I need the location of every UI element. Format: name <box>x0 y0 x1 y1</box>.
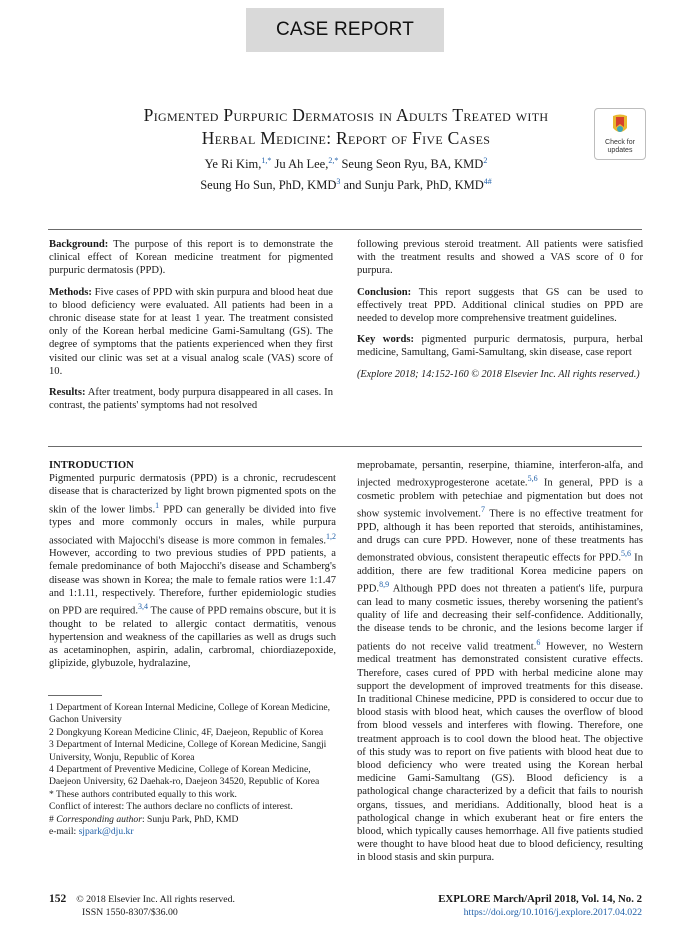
intro-paragraph-2 <box>357 459 643 865</box>
author-name: Seung Ho Sun, PhD, KMD <box>200 178 337 193</box>
body-text: Although PPD does not threaten a patient's life, purpura can lead to many cosmetic issues, thereby worsening the patient's quality of life and decreasing their self-confidence. Additionally, the disease tends to be chronic, and the lesions become larger if patients do not receive valid treatment. <box>357 583 643 653</box>
footnotes <box>49 702 338 838</box>
body-text: PPD can generally be divided into five types and more commonly occurs in males, while purpura associated with Majocchi's disease is more common in females. <box>49 504 337 547</box>
author-affiliation-sup[interactable]: 2 <box>483 156 488 165</box>
citation-ref[interactable]: 5,6 <box>621 549 632 559</box>
badge-label <box>595 139 645 155</box>
abstract-section-label: Conclusion: <box>357 286 412 298</box>
conflict-of-interest-note: Conflict of interest: The authors declare no conflicts of interest. <box>49 801 293 813</box>
abstract-bottom-rule <box>48 446 642 447</box>
body-text: Pigmented purpuric dermatosis (PPD) is a chronic, recrudescent disease that is characterized by light brown pigmented spots on the skin of the lower limbs. <box>49 473 336 516</box>
body-text: In addition, there are few traditional Korea medicine papers on PPD. <box>357 552 643 595</box>
journal-citation: (Explore 2018; 14:152-160 © 2018 Elsevier Inc. All rights reserved.) <box>357 368 640 380</box>
author-line-1 <box>60 152 632 173</box>
intro-paragraph-1 <box>49 472 336 670</box>
email-note <box>49 826 338 838</box>
footnote-text: e-mail: <box>49 826 79 838</box>
abstract-section-label: Key words: <box>357 334 414 346</box>
check-for-updates-badge[interactable] <box>594 108 646 160</box>
author-name: Ye Ri Kim, <box>204 157 262 172</box>
abstract-results <box>49 386 333 412</box>
abstract-section-text: The purpose of this report is to demonstrate the clinical effect of Korean medicine treatment for pigmented purpuric dermatosis (PPD). <box>49 239 333 277</box>
issn-text: ISSN 1550-8307/$36.00 <box>82 907 178 918</box>
equal-contribution-note: * These authors contributed equally to this work. <box>49 788 237 800</box>
abstract-section-text: This report suggests that GS can be used to effectively treat PPD. Additional clinical studies on PPD are needed to develop more comprehensive treatment guidelines. <box>357 286 643 325</box>
doi-link[interactable]: https://doi.org/10.1016/j.explore.2017.04.022 <box>463 907 642 918</box>
abstract-top-rule <box>48 229 642 230</box>
author-list <box>60 152 632 194</box>
footer-right <box>438 893 642 919</box>
abstract-results-continued: following previous steroid treatment. All patients were satisfied with the treatment results and showed a VAS score of 0 for purpura. <box>357 239 643 277</box>
abstract-section-label: Methods: <box>49 286 92 298</box>
abstract-section-text: pigmented purpuric dermatosis, purpura, herbal medicine, Samultang, Gami-Samultang, skin disease, case report <box>357 334 643 359</box>
page-number: 152 <box>49 893 67 905</box>
body-text: There is no effective treatment for PPD, although it has been reported that steroids, antihistamines, and drugs can cure PPD. However, none of these treatments has demonstrated obvious, consistent therapeutic effects for PPD. <box>357 508 643 564</box>
citation-ref[interactable]: 1 <box>155 500 160 510</box>
abstract-conclusion <box>357 286 643 326</box>
footnote-text: : Sunju Park, PhD, KMD <box>141 813 239 825</box>
abstract-section-label: Background: <box>49 239 109 250</box>
copyright-text: © 2018 Elsevier Inc. All rights reserved. <box>76 894 235 905</box>
section-heading-introduction: INTRODUCTION <box>49 460 134 471</box>
body-text: In general, PPD is a cosmetic problem with petechiae and pigmentation but does not show systemic involvement. <box>357 477 643 520</box>
footnote-text: # <box>49 813 57 825</box>
footer-left <box>49 893 235 919</box>
article-title-line-2: Herbal Medicine: Report of Five Cases <box>201 128 491 148</box>
abstract-section-label: Results: <box>49 387 86 399</box>
body-text: However, according to two previous studies of PPD patients, a female predominance of both Majocchi's disease and Schamberg's disease was shown in Korea; the male to female ratios were 1:1.47 and 1:1.11, respectively. Therefore, further epidemiologic studies on PPD are required. <box>49 548 336 617</box>
abstract-background <box>49 238 333 278</box>
body-text: meprobamate, persantin, reserpine, thiamine, interferon-alfa, and injected medroxyprogesterone acetate. <box>357 460 643 489</box>
journal-issue: EXPLORE March/April 2018, Vol. 14, No. 2 <box>438 893 642 905</box>
abstract-keywords <box>357 333 643 359</box>
affiliation-4: 4 Department of Preventive Medicine, College of Korean Medicine, Daejeon University, 62 Daehak-ro, Daejeon 34520, Republic of Korea <box>49 764 320 788</box>
abstract-left-column <box>49 238 333 420</box>
author-affiliation-sup[interactable]: 4# <box>483 177 492 187</box>
author-line-2 <box>60 173 632 194</box>
citation-ref[interactable]: 8,9 <box>379 580 390 590</box>
title-block <box>60 104 632 194</box>
corresponding-author-note <box>49 814 338 826</box>
author-affiliation-sup[interactable]: 1,* <box>261 156 272 165</box>
affiliation-1: 1 Department of Korean Internal Medicine, College of Korean Medicine, Gachon University <box>49 702 331 726</box>
body-text: However, no Western medical treatment has demonstrated consistent curative effects. Therefore, cases cured of PPD with herbal medicine alone may support the development of improved treatments for this disease. In traditional Chinese medicine, PPD is considered to occur due to blood stasis with blood heat, which causes the overflow of blood from blood vessels and interferes with flowing. Therefore, one treatment approach is to cool down the blood heat. The objective of this study was to report on five patients with blood heat due to blood deficiency who were treated using the Korean herbal medicine Gami-Samultang (GS). Blood deficiency is a pathological change characterized by a deficit that fails to nourish organs, tissues, and meridians. Additionally, blood heat is a pathological change in which exuberant heat or fire enters the blood, which typically causes hemorrhage. All five patients studied were thought to have blood heat due to blood deficiency, resulting in blood stasis and skin purpura. <box>357 641 644 864</box>
footnote-text: Corresponding author <box>56 813 142 825</box>
body-left-column <box>49 459 336 671</box>
citation-ref[interactable]: 7 <box>480 505 485 515</box>
citation-ref[interactable]: 5,6 <box>527 474 538 484</box>
footnote-rule <box>48 695 102 696</box>
citation-ref[interactable]: 3,4 <box>138 602 148 612</box>
abstract-methods <box>49 286 333 378</box>
abstract-right-column <box>357 238 643 389</box>
badge-label-line-2: updates <box>607 147 633 154</box>
citation-ref[interactable]: 6 <box>536 637 541 647</box>
author-affiliation-sup[interactable]: 2,* <box>328 156 339 165</box>
affiliation-2: 2 Dongkyung Korean Medicine Clinic, 4F, Daejeon, Republic of Korea <box>49 726 324 738</box>
author-name: and Sunju Park, PhD, KMD <box>340 178 484 193</box>
abstract-section-text: Five cases of PPD with skin purpura and blood heat due to blood deficiency were evaluated. All patients had been in a chronic disease state for at least 1 year. The treatment consisted only of the Korean herbal medicine Gami-Samultang (GS). The degree of symptoms that the patients experienced when they first visited our clinic was set at a visual analog scale (VAS) score of 10. <box>49 286 333 377</box>
author-affiliation-sup[interactable]: 3 <box>336 177 341 187</box>
article-title-line-1: Pigmented Purpuric Dermatosis in Adults Treated with <box>143 105 549 125</box>
case-report-banner <box>246 8 444 52</box>
body-text: The cause of PPD remains obscure, but it is thought to be related to allergic contact dermatitis, venous hypertension and weakness of the capillaries as well as drugs such as acetaminophen, aspirin, adalin, carbromal, chiordiazepoxide, glipizide, glybuzole, hydralazine, <box>49 605 336 670</box>
affiliation-3: 3 Department of Internal Medicine, College of Korean Medicine, Sangji University, Wonju, Republic of Korea <box>49 739 327 763</box>
bookmark-icon <box>611 114 629 136</box>
email-link[interactable]: sjpark@dju.kr <box>78 826 134 838</box>
citation-ref[interactable]: 1,2 <box>326 531 336 541</box>
banner-text: CASE REPORT <box>275 19 415 40</box>
author-name: Seung Seon Ryu, BA, KMD <box>338 157 484 172</box>
abstract-section-text: After treatment, body purpura disappeared in all cases. In contrast, the patients' symptoms had not resolved <box>49 387 333 412</box>
badge-label-line-1: Check for <box>605 139 635 146</box>
author-name: Ju Ah Lee, <box>271 157 329 172</box>
body-right-column <box>357 459 643 865</box>
